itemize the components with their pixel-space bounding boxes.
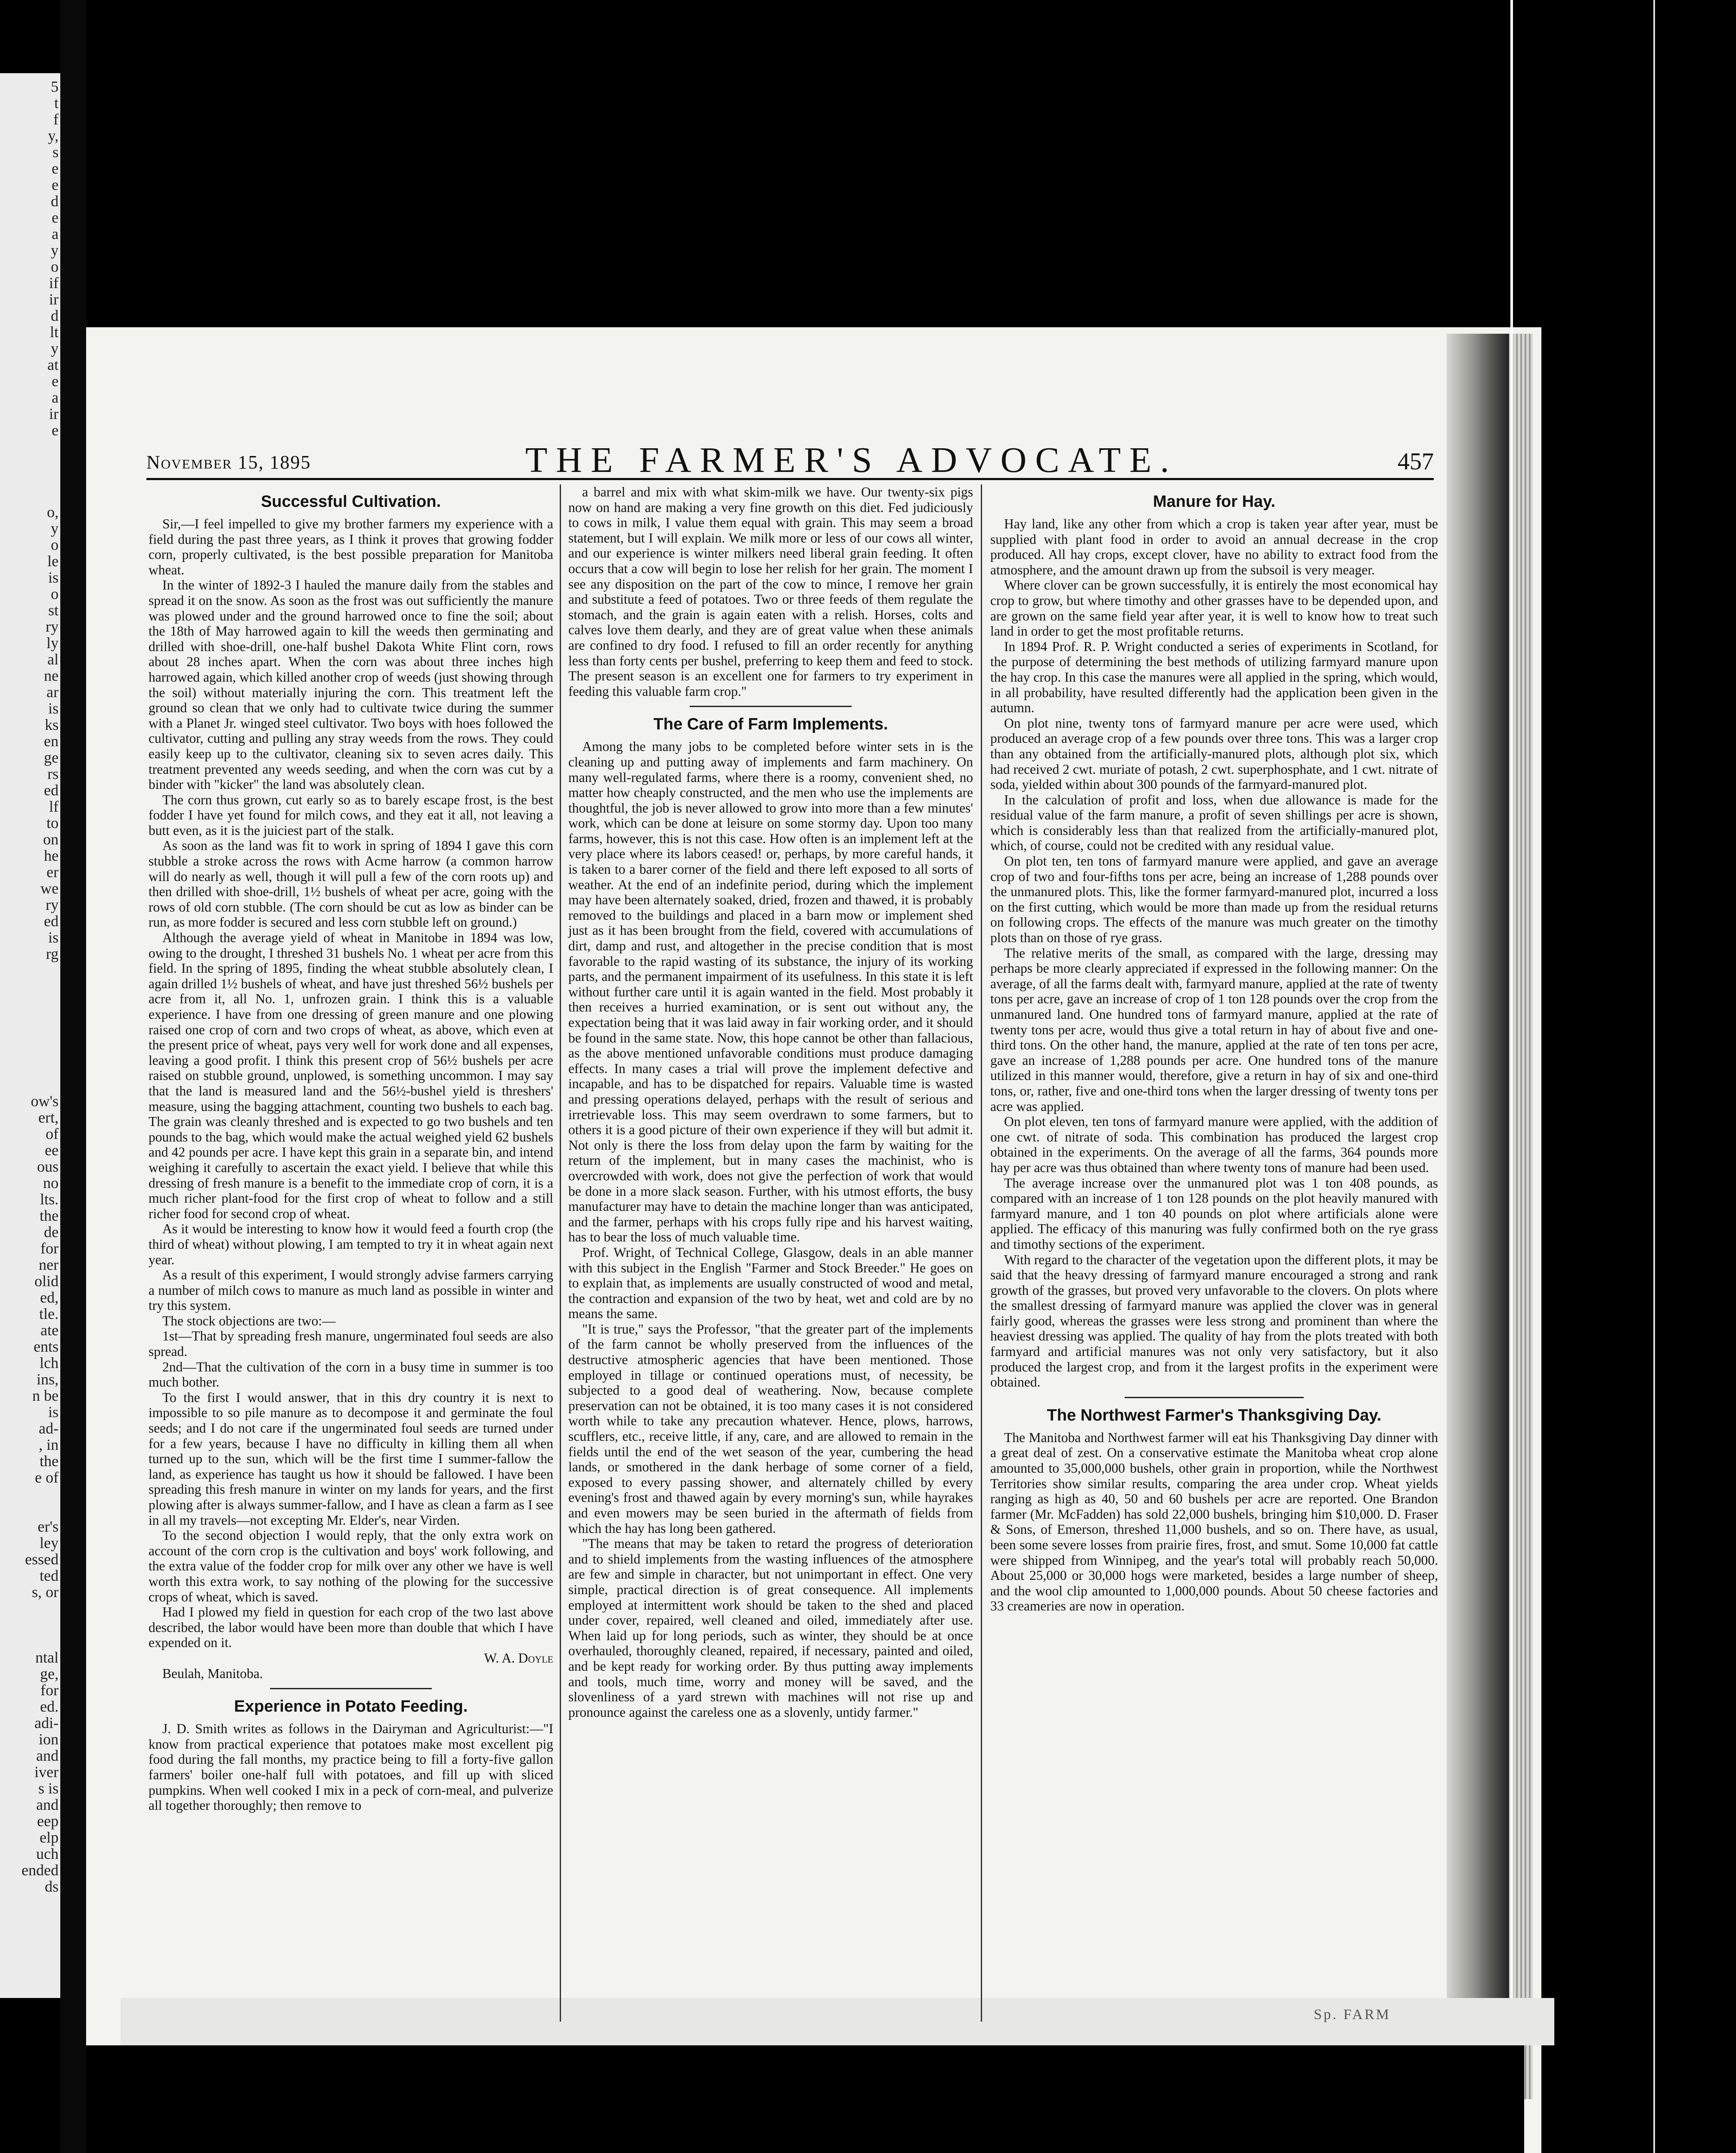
article-paragraph: "It is true," says the Professor, "that the greater part of the implements of the farm cannot be wholly preserved from the influences of the destructive atmospheric agencies that have been mentioned. Those employed in tillage or continued operations must, of necessity, be subjected to a good deal of weathering. Now, because complete preservation can not be obtained, it is too many cases it is not considered worth while to take any precaution whatever. Hence, plows, harrows, scufflers, etc., receive little, if any, care, and are allowed to remain in the fields until the end of the wet season of the year, cumbering the head lands, or smothered in the dank herbage of some corner of a field, exposed to every passing shower, and alternately chilled by every evening's frost and thawed again by every morning's sun, while hayrakes and even mowers may be seen buried in the aftermath of fields from which the hay has long been gathered.: [568, 1321, 973, 1536]
article-paragraph: 2nd—That the cultivation of the corn in a busy time in summer is too much bother.: [149, 1359, 553, 1390]
newspaper-title: THE FARMER'S ADVOCATE.: [525, 440, 1178, 480]
article-paragraph: On plot ten, ten tons of farmyard manure were applied, and gave an average crop of two and four-fifths tons per acre, being an increase of 1,288 pounds over the unmanured plots. This, like the former farmyard-manured plot, incurred a loss on the first cutting, which would be more than made up from the residual returns on following crops. The effects of the manure was much greater on the timothy plots than on those of rye grass.: [990, 853, 1438, 946]
article-paragraph: The relative merits of the small, as compared with the large, dressing may perhaps be more clearly appreciated if expressed in the following manner: On the average, of all the farms dealt with, farmyard manure, applied at the rate of twenty tons per acre, gave an increase of crop of 1 ton 128 pounds over the crop from the unmanured land. One hundred tons of farmyard manure, applied at the rate of twenty tons per acre, would thus give a total return in hay of about five and one-third tons. On the other hand, the manure, applied at the rate of ten tons per acre, gave an increase of 1,288 pounds per acre. One hundred tons of the manure utilized in this manner would, therefore, give a return in hay of six and one-third tons, or, rather, five and one-third tons when the larger dressing of twenty tons per acre was applied.: [990, 945, 1438, 1114]
fragment-line: o: [51, 258, 59, 275]
fragment-line: de: [44, 1223, 59, 1241]
article-paragraph: Among the many jobs to be completed before winter sets in is the cleaning up and putting away of implements and farm machinery. On many well-regulated farms, where there is a roomy, convenient shed, no matter how cheaply constructed, and the men who use the implements are thoughtful, the job is never allowed to grow into more than a few minutes' work, which can be done at leisure on some stormy day. Upon too many farms, however, this is not this case. How often is an implement left at the very place where its labors ceased! or, perhaps, by more careful hands, it is taken to a barer corner of the field and there left exposed to all sorts of weather. At the end of an indefinite period, during which the implement may have been alternately soaked, dried, frozen and thawed, it is probably removed to the buildings and placed in a barn mow or implement shed just as it has been brought from the field, covered with accumulations of dirt, damp and rust, and altogether in the precise condition that is most favorable to the rapid wasting of its substance, the injury of its working parts, and the permanent impairment of its usefulness. In this state it is left without further care until it is again wanted in the field. Most probably it then receives a hurried examination, or is sent out without any, the expectation being that it was laid away in fair working order, and it should be found in the same state. Now, this hope cannot be other than fallacious, as the above mentioned unfavorable conditions must produce damaging effects. In many cases a trial will prove the implement defective and incapable, and has to be dispatched for repairs. Valuable time is wasted and pressing operations delayed, perhaps with the result of serious and irretrievable loss. This may seem overdrawn to some farmers, but to others it is a good picture of their own experience if they will but admit it. Not only is there the loss from delay upon the farm by waiting for the return of the implement, but in many cases the machinist, who is overcrowded with work, does not give the perfection of work that would be done in a more slack season. Further, with his utmost efforts, the busy manufacturer may have to detain the machine longer than was anticipated, and the farmer, perhaps with his crops fully ripe and his harvest waiting, has to bear the loss of much valuable time.: [568, 739, 973, 1245]
fragment-line: rs: [47, 765, 59, 782]
fragment-line: rg: [46, 945, 59, 962]
fragment-line: [3, 1599, 60, 1617]
page-number: 457: [1398, 448, 1434, 475]
article-paragraph: In the calculation of profit and loss, when due allowance is made for the residual value of the farm manure, a profit of seven shillings per acre is shown, which is considerably less than that realized from the artificially-manured plot, which, of course, could not be credited with any residual value.: [990, 792, 1438, 853]
fragment-line: to: [46, 814, 59, 831]
article-paragraph: On plot eleven, ten tons of farmyard manure were applied, with the addition of one cwt. of nitrate of soda. This combination has produced the largest crop obtained in the experiments. On the average of all the farms, 364 pounds more hay per acre was thus obtained than where twenty tons of manure had been used.: [990, 1114, 1438, 1175]
fragment-line: lf: [49, 798, 59, 815]
article-paragraph: On plot nine, twenty tons of farmyard manure per acre were used, which produced an average crop of a few pounds over three tons. This was a larger crop than any obtained from the artificially-manured plots, although plot six, which had received 2 cwt. muriate of potash, 2 cwt. superphosphate, and 1 cwt. nitrate of soda, yielded within about 300 pounds of the farmyard-manured plot.: [990, 715, 1438, 792]
fragment-line: ry: [46, 896, 59, 913]
fragment-line: y: [51, 242, 59, 259]
fragment-line: n be: [32, 1387, 59, 1404]
column-3: [990, 484, 1438, 1614]
fragment-line: e: [52, 176, 59, 193]
fragment-line: [3, 437, 60, 456]
fragment-line: o,: [47, 503, 59, 521]
fragment-line: is: [48, 1403, 59, 1421]
scan-background: [86, 2045, 1524, 2153]
bottom-page-strip: [121, 1998, 1554, 2045]
fragment-line: [3, 1010, 60, 1028]
article-paragraph: The Manitoba and Northwest farmer will eat his Thanksgiving Day dinner with a great deal of zest. On a conservative estimate the Manitoba wheat crop alone amounted to 35,000,000 bushels, other grain in proportion, while the Northwest Territories show similar results, comparing the area under crop. Wheat yields ranging as high as 40, 50 and 60 bushels per acre are reported. One Brandon farmer (Mr. McFadden) has sold 22,000 bushels, bringing him $10,000. D. Fraser & Sons, of Emerson, threshed 11,000 bushels, and so on. There have, as usual, been some severe losses from prairie fires, frost, and smut. Some 10,000 fat cattle were shipped from Winnipeg, and the year's total will probably reach 50,000. About 25,000 or 30,000 hogs were marketed, besides a large number of sheep, and the wool clip amounted to 1,000,000 pounds. About 50 cheese factories and 33 creameries are now in operation.: [990, 1430, 1438, 1614]
binding-gutter: [60, 0, 86, 2153]
fragment-line: t: [54, 94, 59, 112]
fragment-line: ed,: [40, 1289, 59, 1306]
page-curl-shadow: [1447, 334, 1509, 2069]
fragment-line: a: [52, 225, 59, 242]
fragment-line: s is: [38, 1780, 59, 1797]
fragment-line: ee: [45, 1142, 59, 1159]
fragment-line: s, or: [32, 1583, 59, 1601]
fragment-line: on: [43, 831, 59, 848]
adjacent-page-fragment: [0, 73, 60, 1998]
fragment-line: d: [51, 192, 59, 210]
fragment-line: ks: [44, 716, 59, 733]
fragment-line: [3, 470, 60, 488]
fragment-line: ed: [44, 912, 59, 930]
article-paragraph: Prof. Wright, of Technical College, Glasgow, deals in an able manner with this subject in the English "Farmer and Stock Breeder." He goes on to explain that, as implements are usually constructed of wood and metal, the contraction and expansion of the two by heat, wet and cold are by no means the same.: [568, 1244, 973, 1322]
article-paragraph: 1st—That by spreading fresh manure, ungerminated foul seeds are also spread.: [149, 1328, 553, 1359]
article-paragraph: To the second objection I would reply, that the only extra work on account of the corn crop is the cultivation and boys' work following, and the extra value of the fodder crop for milk over any other we have is well worth this extra work, to say nothing of the plowing for the successive crops of wheat, which is saved.: [149, 1528, 553, 1604]
fragment-line: le: [47, 552, 59, 570]
fragment-line: elp: [40, 1829, 59, 1846]
fragment-line: ous: [37, 1158, 59, 1175]
fragment-line: lts.: [40, 1191, 59, 1208]
fragment-line: ow's: [31, 1092, 59, 1110]
fragment-line: [3, 1632, 60, 1650]
scan-border-line-outer: [1653, 0, 1655, 2153]
fragment-line: is: [48, 569, 59, 586]
fragment-line: if: [49, 274, 59, 292]
fragment-line: y,: [48, 127, 59, 144]
fragment-line: adi-: [34, 1714, 59, 1731]
fragment-line: and: [36, 1796, 59, 1813]
fragment-line: ed.: [40, 1698, 59, 1715]
column-rule: [981, 484, 982, 2022]
fragment-line: f: [53, 111, 59, 128]
fragment-line: ed: [44, 782, 59, 799]
fragment-line: [3, 1059, 60, 1077]
bottom-note: Sp. FARM: [1314, 2007, 1391, 2023]
fragment-line: ge: [44, 749, 59, 766]
fragment-line: ion: [38, 1731, 59, 1748]
fragment-line: is: [48, 700, 59, 717]
article-heading: The Northwest Farmer's Thanksgiving Day.: [1047, 1406, 1382, 1424]
fragment-line: en: [44, 732, 59, 750]
article-paragraph: As a result of this experiment, I would strongly advise farmers carrying a number of milch cows to manure as much land as possible in winter and try this system.: [149, 1267, 553, 1313]
fragment-line: lch: [40, 1354, 59, 1371]
fragment-line: the: [40, 1207, 59, 1224]
fragment-line: ry: [46, 618, 59, 635]
fragment-line: [3, 1027, 60, 1045]
fragment-line: ds: [44, 1878, 59, 1895]
fragment-line: lt: [50, 323, 59, 341]
fragment-line: he: [44, 847, 59, 864]
issue-date: November 15, 1895: [146, 452, 311, 473]
fragment-line: y: [51, 340, 59, 357]
article-paragraph: "The means that may be taken to retard the progress of deterioration and to shield implements from the wasting influences of the atmosphere are few and simple in character, but not unimportant in effect. One very simple, practical direction is of great consequence. All implements employed at intermittent work should be taken to the shed and placed under cover, repaired, well cleaned and oiled, immediately after use. When laid up for long periods, such as winter, they should be at once overhauled, thoroughly cleaned, repaired, if necessary, painted and oiled, and be kept ready for working order. By thus putting away implements and tools, much time, worry and money will be saved, and the slovenliness of a yard strewn with machines will not rise up and pronounce against the careless one as a slovenly, untidy farmer.": [568, 1536, 973, 1720]
fragment-line: er's: [37, 1518, 59, 1535]
column-2: [568, 484, 973, 1720]
article-paragraph: The corn thus grown, cut early so as to barely escape frost, is the best fodder I have yet found for milch cows, and they eat it all, not leaving a butt even, as it is the juiciest part of the stalk.: [149, 792, 553, 838]
article-paragraph: The stock objections are two:—: [162, 1313, 336, 1328]
article-place: Beulah, Manitoba.: [162, 1666, 263, 1681]
article-paragraph: Sir,—I feel impelled to give my brother farmers my experience with a field during the past three years, as I think it proves that growing fodder corn, properly cultivated, is the best possible preparation for Manitoba wheat.: [149, 516, 553, 577]
fragment-line: ert,: [38, 1109, 59, 1126]
fragment-line: ntal: [35, 1649, 59, 1666]
fragment-line: d: [51, 307, 59, 324]
fragment-line: e: [52, 209, 59, 226]
fragment-line: ate: [40, 1322, 59, 1339]
article-heading: Successful Cultivation.: [260, 493, 441, 511]
article-paragraph: As it would be interesting to know how it would feed a fourth crop (the third of wheat) without plowing, I am tempted to try it in wheat again next year.: [149, 1221, 553, 1267]
article-paragraph: a barrel and mix with what skim-milk we have. Our twenty-six pigs now on hand are making a very fine growth on this diet. Fed judiciously to cows in milk, I value them equal with grain. This may seem a broad statement, but I will explain. We milk more or less of our cows all winter, and our experience is winter milkers need liberal grain feeding. It often occurs that a cow will begin to lose her relish for her grain. The moment I see any disposition on the part of the cow to mince, I remove her grain and substitute a feed of potatoes. Two or three feeds of them regulate the stomach, and the grain is again eaten with a relish. Horses, colts and calves love them dearly, and they are of great value when these animals are confined to dry food. I refused to fill an order recently for anything less than forty cents per bushel, preferring to keep them and feed to stock. The present season is an excellent one for farmers to try experiment in feeding this valuable farm crop.": [568, 484, 973, 699]
fragment-line: ins,: [36, 1371, 59, 1388]
fragment-line: is: [48, 929, 59, 946]
article-paragraph: Hay land, like any other from which a crop is taken year after year, must be supplied with plant food in order to avoid an annual decrease in the crop produced. All hay crops, except clover, have no ability to extract food from the atmosphere, and the amount drawn up from the subsoil is very meager.: [990, 516, 1438, 577]
fragment-line: [3, 1501, 60, 1519]
fragment-line: s: [52, 143, 59, 161]
article-heading: Manure for Hay.: [1153, 493, 1276, 511]
fragment-line: ner: [39, 1256, 59, 1273]
fragment-line: st: [48, 602, 59, 619]
article-paragraph: To the first I would answer, that in this dry country it is next to impossible to so pile manure as to decompose it and germinate the foul seeds; and I do not care if the ungerminated foul seeds are turned under for a few years, because I have no difficulty in killing them all when turned up to the sun, which will be the first time I summer-fallow the land, as experience has taught us how it should be fallowed. I have been spreading this fresh manure in winter on my lands for years, and the first plowing after is always summer-fallow, and I have as clean a farm as I see in all my travels—not excepting Mr. Elder's, near Virden.: [149, 1390, 553, 1528]
fragment-line: [3, 977, 60, 996]
fragment-line: ad-: [39, 1420, 59, 1437]
article-divider: [270, 1688, 432, 1689]
fragment-line: essed: [25, 1551, 59, 1568]
article-paragraph: The average increase over the unmanured plot was 1 ton 408 pounds, as compared with an increase of 1 ton 128 pounds on the plot heavily manured with farmyard manure, and 1 ton 40 pounds on plot where artificials alone were applied. The efficacy of this manuring was fully confirmed both on the rye grass and timothy sections of the experiment.: [990, 1175, 1438, 1252]
fragment-line: , in: [38, 1436, 59, 1453]
fragment-line: al: [47, 651, 59, 668]
fragment-line: for: [40, 1240, 59, 1257]
fragment-line: ir: [49, 291, 59, 308]
fragment-line: [3, 961, 60, 979]
fragment-line: a: [52, 389, 59, 406]
column-rule: [560, 484, 561, 2022]
fragment-line: 5: [51, 78, 59, 95]
fragment-line: no: [43, 1174, 59, 1191]
fragment-line: [3, 1616, 60, 1634]
article-paragraph: In 1894 Prof. R. P. Wright conducted a series of experiments in Scotland, for the purpose of determining the best methods of utilizing farmyard manure upon the hay crop. In this case the manures were all applied in the spring, which would, in all probability, have resulted differently had the application been given in the autumn.: [990, 639, 1438, 716]
fragment-line: tle.: [39, 1305, 59, 1322]
fragment-line: o: [51, 536, 59, 553]
fragment-line: e of: [35, 1469, 59, 1486]
fragment-line: o: [51, 585, 59, 602]
fragment-line: [3, 454, 60, 472]
fragment-line: [3, 994, 60, 1012]
article-paragraph: Where clover can be grown successfully, it is entirely the most economical hay crop to grow, but where timothy and other grasses have to be depended upon, and are grown on the same field year after year, it is well to know how to treat such land in order to get the most profitable returns.: [990, 577, 1438, 639]
fragment-line: y: [51, 520, 59, 537]
article-heading: Experience in Potato Feeding.: [234, 1697, 468, 1716]
fragment-line: iver: [34, 1763, 59, 1781]
column-1: [149, 484, 553, 1813]
fragment-line: ne: [44, 667, 59, 684]
article-heading: The Care of Farm Implements.: [653, 715, 888, 734]
article-paragraph: In the winter of 1892-3 I hauled the manure daily from the stables and spread it on the snow. As soon as the frost was out sufficiently the manure was plowed under and the ground harrowed once to fine the soil; about the 18th of May harrowed again to kill the weeds then germinating and drilled with shoe-drill, one-half bushel Dakota White Flint corn, rows about 28 inches apart. When the corn was about three inches high harrowed again, which killed another crop of weeds (just showing through the soil) without materially injuring the corn. This treatment left the ground so clean that we only had to cultivate twice during the summer with a Planet Jr. winged steel cultivator. Two boys with hoes followed the cultivator, cutting and pulling any stray weeds from the rows. They could easily keep up to the cultivator, cleaning six to seven acres daily. This treatment prevented any weeds seeding, and when the corn was cut by a binder with "kicker" the land was absolutely clean.: [149, 577, 553, 792]
fragment-line: [3, 1076, 60, 1094]
fragment-line: e: [52, 372, 59, 390]
fragment-line: ley: [40, 1534, 59, 1551]
fragment-line: ge,: [40, 1665, 59, 1682]
article-signature: W. A. Doyle: [484, 1650, 553, 1666]
fragment-line: ended: [22, 1861, 59, 1879]
fragment-line: ir: [49, 405, 59, 422]
fragment-line: for: [40, 1681, 59, 1699]
article-divider: [1125, 1397, 1304, 1398]
fragment-line: eep: [37, 1812, 59, 1830]
fragment-line: e: [52, 160, 59, 177]
fragment-line: olid: [34, 1272, 59, 1290]
article-paragraph: With regard to the character of the vegetation upon the different plots, it may be said that the heavy dressing of farmyard manure encouraged a strong and rank growth of the grasses, but proved very unfavorable to the clovers. On plots where the smallest dressing of farmyard manure was applied the clover was in general fairly good, whereas the grasses were less strong and prominent than where the heaviest dressing was applied. The quality of hay from the plots treated with both farmyard and artificial manures was not only very satisfactory, but it also produced the largest crop, and from it the largest profits in the experiment were obtained.: [990, 1252, 1438, 1390]
article-paragraph: J. D. Smith writes as follows in the Dairyman and Agriculturist:—"I know from practical experience that potatoes make most excellent pig food during the fall months, my practice being to fill a forty-five gallon farmers' boiler one-half full with potatoes, and fill up with sliced pumpkins. When well cooked I mix in a peck of corn-meal, and pulverize all together thoroughly; then remove to: [149, 1721, 553, 1813]
fragment-line: we: [40, 880, 59, 897]
fragment-line: er: [46, 863, 59, 881]
scan-border-line: [1510, 0, 1513, 2153]
fragment-line: at: [47, 356, 59, 373]
fragment-line: of: [46, 1125, 59, 1142]
fragment-line: the: [40, 1452, 59, 1470]
article-paragraph: As soon as the land was fit to work in spring of 1894 I gave this corn stubble a stroke across the rows with Acme harrow (a common harrow will do nearly as well, though it will pull a few of the corn roots up) and then drilled with shoe-drill, 1½ bushels of wheat per acre, going with the rows of old corn stubble. (The corn should be cut as low as binder can be run, as more fodder is secured and less corn stubble left on ground.): [149, 838, 553, 930]
article-divider: [690, 706, 852, 707]
fragment-line: [3, 1485, 60, 1503]
fragment-line: uch: [36, 1845, 59, 1862]
fragment-line: ly: [46, 634, 59, 651]
fragment-line: e: [52, 422, 59, 439]
masthead: [146, 431, 1434, 480]
fragment-line: ents: [34, 1338, 59, 1355]
fragment-line: [3, 487, 60, 505]
article-paragraph: Had I plowed my field in question for each crop of the two last above described, the labor would have been more than double that which I have expended on it.: [149, 1604, 553, 1650]
fragment-line: and: [36, 1747, 59, 1764]
fragment-line: ar: [46, 683, 59, 701]
article-paragraph: Although the average yield of wheat in Manitobe in 1894 was low, owing to the drought, I threshed 31 bushels No. 1 wheat per acre from this field. In the spring of 1895, finding the wheat stubble absolutely clean, I again drilled 1½ bushels of wheat, and have just threshed 56½ bushels per acre from it, all No. 1, unfrozen grain. I think this is a valuable experience. I have from one dressing of green manure and one plowing raised one crop of corn and two crops of wheat, as above, which even at the present price of wheat, pays very well for work done and all expenses, leaving a good profit. I think this present crop of 56½ bushels per acre raised on stubble ground, unplowed, is something uncommon. I may say that the land is measured land and the 56½-bushel yield is threshers' measure, using the bagging attachment, counting two bushels to each bag. The grain was cleanly threshed and is expected to go two bushels and ten pounds to the bag, which would make the actual weighed yield 62 bushels and 42 pounds per acre. I have kept this grain in a separate bin, and intend weighing it carefully to ascertain the exact yield. I believe that while this dressing of fresh manure is a benefit to the immediate crop of corn, it is a much richer plant-food for the first crop of wheat to follow and a still richer food for second crop of wheat.: [149, 930, 553, 1221]
fragment-line: ted: [40, 1567, 59, 1584]
fragment-line: [3, 1043, 60, 1061]
